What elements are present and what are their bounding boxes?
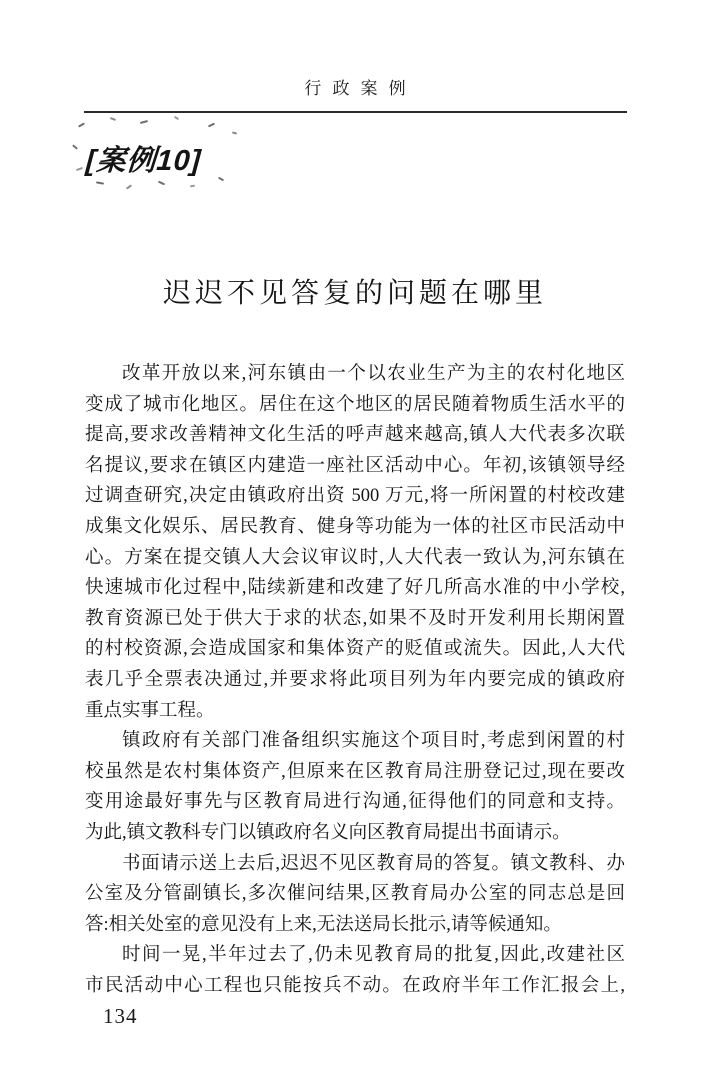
text-line: 快速城市化过程中,陆续新建和改建了好几所高水准的中小学校,: [85, 578, 625, 599]
text-line: 改革开放以来,河东镇由一个以农业生产为主的农村化地区: [122, 364, 625, 384]
chapter-title: 迟迟不见答复的问题在哪里: [162, 278, 547, 309]
text-line: 名提议,要求在镇区内建造一座社区活动中心。年初,该镇领导经: [85, 455, 625, 476]
text-line: 校虽然是农村集体资产,但原来在区教育局注册登记过,现在要改: [85, 761, 625, 782]
text-line: 为此,镇文教科专门以镇政府名义向区教育局提出书面请示。: [85, 822, 571, 843]
ink-speckle: [126, 184, 132, 189]
ink-speckle: [72, 144, 78, 149]
case-label: [82, 130, 252, 192]
paragraph: [85, 940, 625, 1001]
ink-speckle: [110, 117, 116, 121]
text-line: 镇政府有关部门准备组织实施这个项目时,考虑到闲置的村: [122, 731, 625, 752]
text-line: 书面请示送上去后,迟迟不见区教育局的答复。镇文教科、办: [122, 853, 625, 874]
ink-speckle: [78, 122, 85, 127]
ink-speckle: [96, 181, 104, 184]
text-line: 公室及分管副镇长,多次催问结果,区教育局办公室的同志总是回: [85, 884, 625, 905]
text-line: 的村校资源,会造成国家和集体资产的贬值或流失。因此,人大代: [85, 639, 625, 660]
case-label-text: [案例10]: [84, 145, 203, 177]
paragraph: [85, 359, 625, 726]
text-line: 变用途最好事先与区教育局进行沟通,征得他们的同意和支持。: [85, 792, 625, 813]
ink-speckle: [208, 123, 215, 128]
ink-speckle: [218, 177, 224, 182]
ink-speckle: [140, 120, 148, 124]
text-line: 表几乎全票表决通过,并要求将此项目列为年内要完成的镇政府: [85, 669, 625, 690]
text-line: 过调查研究,决定由镇政府出资 500 万元,将一所闲置的村校改建: [85, 486, 625, 507]
header-rule: [84, 111, 627, 113]
ink-speckle: [76, 167, 83, 171]
body-text: [85, 359, 625, 1001]
text-line: 时间一晃,半年过去了,仍未见教育局的批复,因此,改建社区: [122, 945, 625, 966]
paragraph: [85, 849, 625, 941]
text-line: 市民活动中心工程也只能按兵不动。在政府半年工作汇报会上,: [85, 975, 625, 996]
ink-speckle: [232, 131, 237, 134]
text-line: 答:相关处室的意见没有上来,无法送局长批示,请等候通知。: [85, 914, 562, 935]
ink-speckle: [174, 116, 179, 121]
text-line: 变成了城市化地区。居住在这个地区的居民随着物质生活水平的: [85, 394, 625, 415]
text-line: 重点实事工程。: [85, 700, 215, 721]
text-line: 教育资源已处于供大于求的状态,如果不及时开发利用长期闲置: [85, 608, 625, 629]
ink-speckle: [190, 185, 195, 188]
text-line: 提高,要求改善精神文化生活的呼声越来越高,镇人大代表多次联: [85, 425, 625, 446]
ink-speckle: [158, 181, 165, 186]
page-number: 134: [103, 1004, 138, 1028]
paragraph: [85, 726, 625, 848]
text-line: 心。方案在提交镇人大会议审议时,人大代表一致认为,河东镇在: [85, 547, 625, 568]
running-header: 行政案例: [304, 79, 417, 98]
text-line: 成集文化娱乐、居民教育、健身等功能为一体的社区市民活动中: [85, 516, 625, 537]
